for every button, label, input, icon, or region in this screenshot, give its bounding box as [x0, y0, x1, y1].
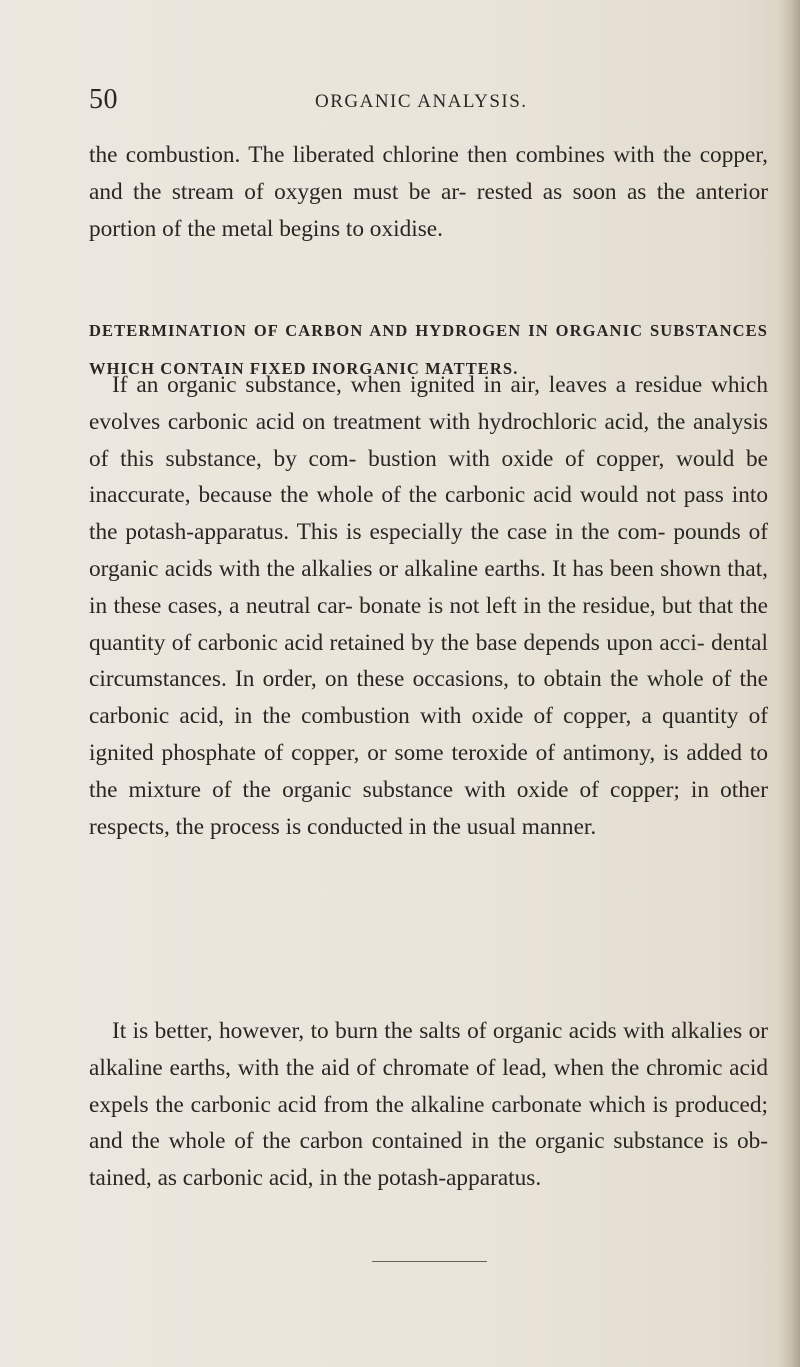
- page-number: 50: [89, 84, 118, 115]
- body-paragraph: If an organic substance, when ignited in air, leaves a residue which evolves carbonic acid on treatment with hydrochloric acid, the analysis of this substance, by com- bustion with oxide of copper, would be inaccurate, because the whole of the carbonic acid would not pass into the potash-apparatus. This is especially the case in the com- pounds of organic acids with the alkalies or alkaline earths. It has been shown that, in these cases, a neutral car- bonate is not left in the residue, but that the quantity of carbonic acid retained by the base depends upon acci- dental circumstances. In order, on these occasions, to obtain the whole of the carbonic acid, in the combustion with oxide of copper, a quantity of ignited phosphate of copper, or some teroxide of antimony, is added to the mixture of the organic substance with oxide of copper; in other respects, the process is conducted in the usual manner.: [89, 372, 768, 840]
- intro-paragraph: the combustion. The liberated chlorine then combines with the copper, and the stream of oxygen must be ar- rested as soon as the anterior portion of the metal begins to oxidise.: [89, 142, 768, 242]
- end-rule: [372, 1261, 487, 1262]
- body-paragraph: It is better, however, to burn the salts of organic acids with alkalies or alkaline earths, with the aid of chromate of lead, when the chromic acid expels the carbonic acid from the alkaline carbonate which is produced; and the whole of the carbon contained in the organic substance is ob- tained, as carbonic acid, in the potash-apparatus.: [89, 1018, 768, 1192]
- running-head: ORGANIC ANALYSIS.: [315, 91, 528, 112]
- page-edge-shadow: [778, 0, 800, 1367]
- page-header: [89, 84, 711, 124]
- section-heading: DETERMINATION OF CARBON AND HYDROGEN IN ORGANIC SUBSTANCES WHICH CONTAIN FIXED INORGANIC MATTERS.: [89, 321, 768, 378]
